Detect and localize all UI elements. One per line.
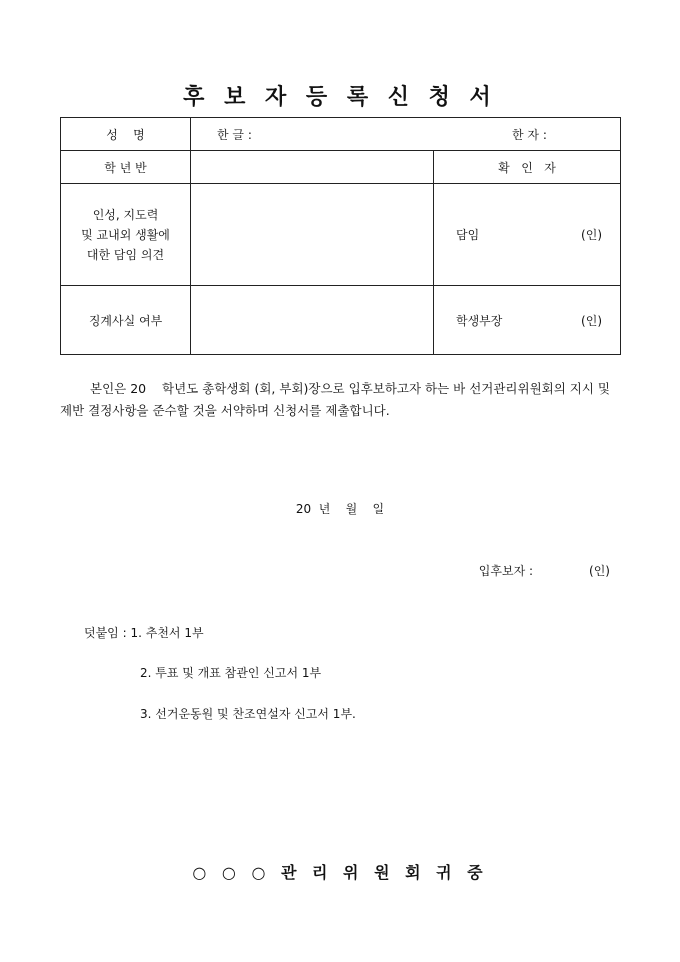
grade-label: 학 년 반	[61, 151, 191, 184]
recipient-footer: ○ ○ ○ 관 리 위 원 회 귀 중	[192, 863, 488, 882]
homeroom-signature-cell[interactable]	[434, 184, 621, 286]
name-row	[61, 118, 621, 151]
character-row	[61, 184, 621, 286]
attachment-item-2: 2. 투표 및 개표 참관인 신고서 1부	[140, 666, 322, 680]
declaration-text: 본인은 20 학년도 총학생회 (회, 부회)장으로 입후보하고자 하는 바 선거관리위원회의 지시 및 제반 결정사항을 준수할 것을 서약하며 신청서를 제출합니다.	[60, 381, 614, 418]
name-label: 성 명	[61, 118, 191, 151]
registration-form-table	[60, 117, 621, 355]
attachment-item-3: 3. 선거운동원 및 찬조연설자 신고서 1부.	[140, 707, 356, 721]
discipline-label: 징계사실 여부	[61, 286, 191, 355]
homeroom-label: 담임	[456, 228, 480, 242]
name-field[interactable]	[191, 118, 621, 151]
character-label-line: 대한 담임 의견	[86, 247, 165, 262]
candidate-signature	[479, 562, 610, 579]
discipline-row	[61, 286, 621, 355]
student-head-signature-cell[interactable]	[434, 286, 621, 355]
student-head-label: 학생부장	[456, 313, 503, 328]
character-label-line: 인성, 지도력	[92, 207, 159, 222]
homeroom-seal: (인)	[581, 228, 603, 242]
attachments-prefix: 덧붙임 :	[84, 626, 127, 640]
date-line: 20 년 월 일	[295, 502, 385, 516]
candidate-label: 입후보자 :	[478, 564, 534, 578]
document-title: 후 보 자 등 록 신 청 서	[183, 84, 497, 110]
grade-row	[61, 151, 621, 184]
attachments-first-line	[84, 624, 204, 641]
confirm-label: 확 인 자	[434, 151, 621, 184]
character-opinion-field[interactable]	[191, 184, 434, 286]
hangul-label: 한 글 :	[217, 127, 252, 142]
discipline-field[interactable]	[191, 286, 434, 355]
candidate-seal: (인)	[589, 564, 610, 578]
character-label	[61, 184, 191, 286]
student-head-seal: (인)	[581, 313, 603, 328]
character-label-line: 및 교내외 생활에	[81, 227, 170, 242]
hanja-label: 한 자 :	[512, 127, 547, 142]
attachment-item-1: 1. 추천서 1부	[130, 626, 204, 640]
grade-field[interactable]	[191, 151, 434, 184]
